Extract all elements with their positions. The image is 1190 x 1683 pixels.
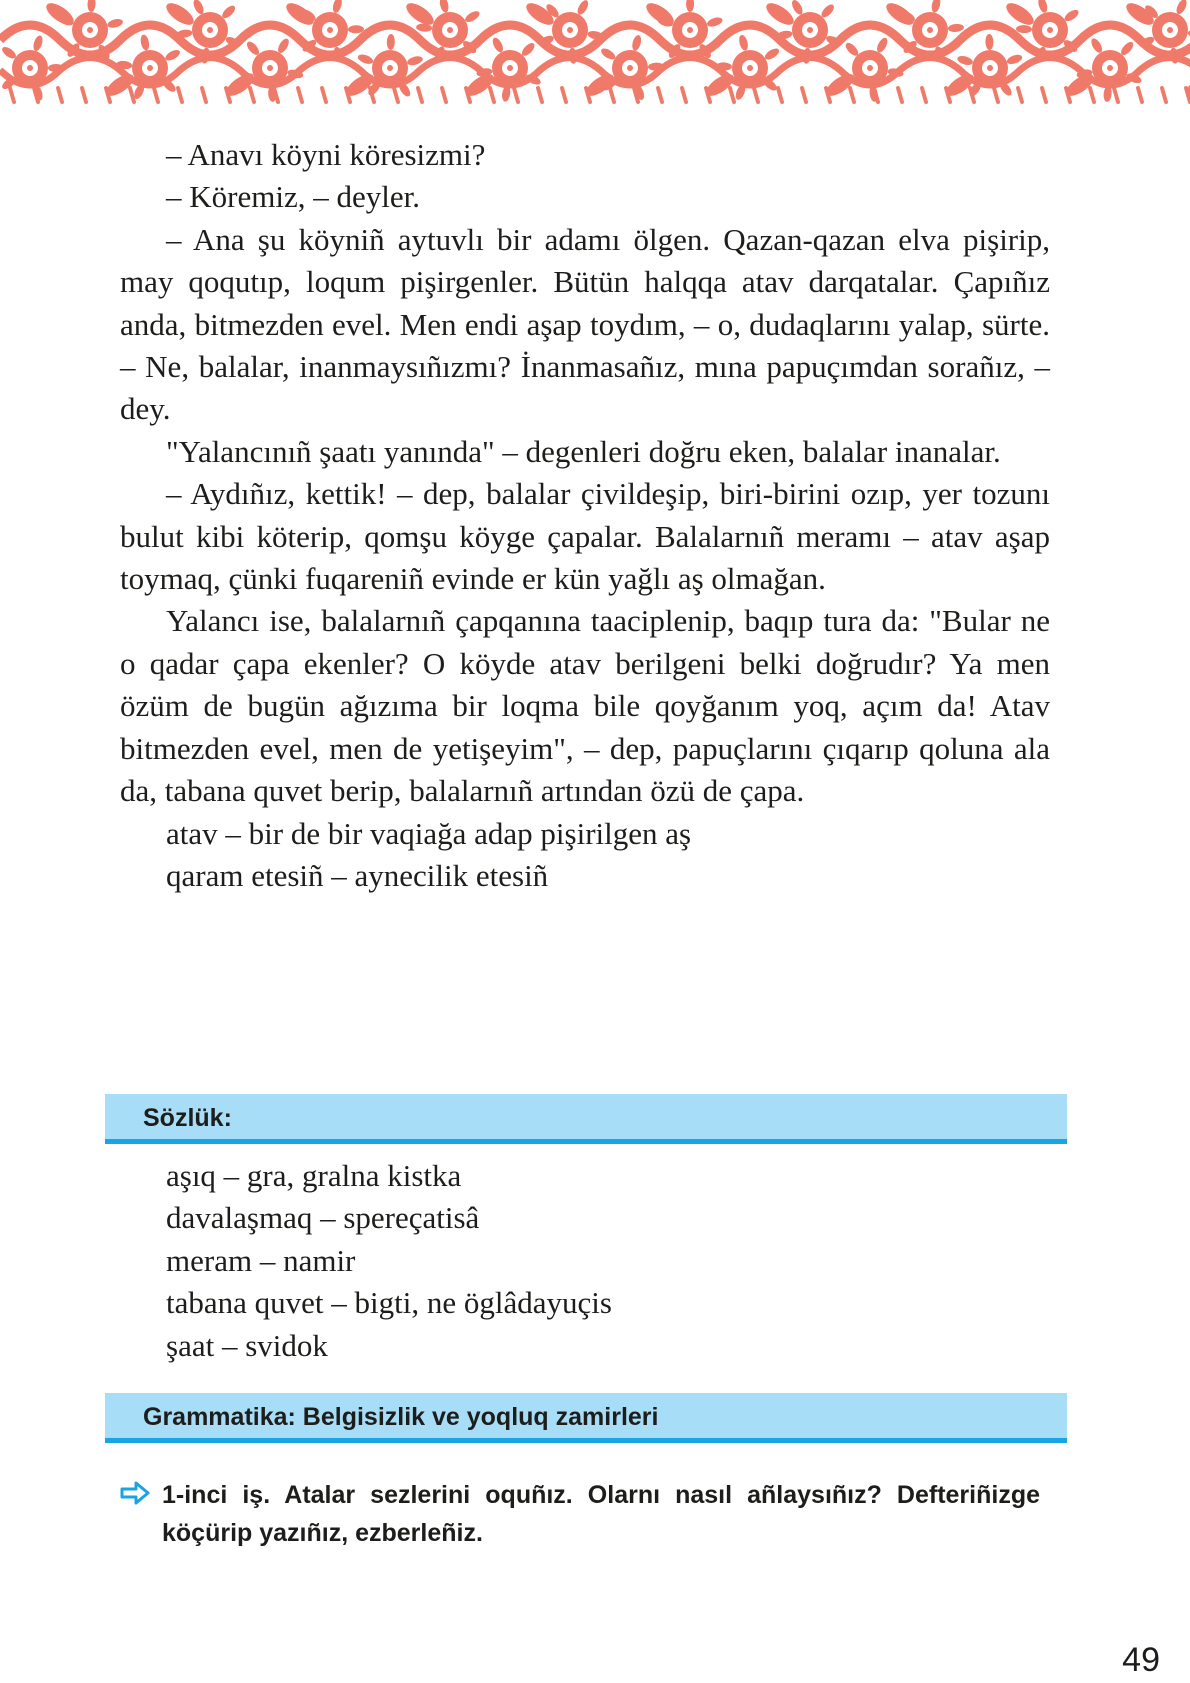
- task-1: [120, 1476, 1040, 1552]
- story-text: [120, 134, 1050, 897]
- footnote: atav – bir de bir vaqiağa adap pişirilgen aş: [166, 815, 692, 851]
- page-number: 49: [1122, 1641, 1160, 1679]
- vocabulary-item: meram – namir: [166, 1242, 356, 1278]
- task-text: 1-inci iş. Atalar sezlerini oquñız. Olarnı nasıl añlaysıñız? Defteriñizge köçürip yazıñız, ezberleñiz.: [162, 1481, 1040, 1547]
- story-paragraph: – Anavı köyni köresizmi?: [166, 137, 486, 172]
- story-paragraph: "Yalancınıñ şaatı yanında" – degenleri doğru eken, balalar inanalar.: [166, 433, 1001, 469]
- vocabulary-title: Sözlük:: [143, 1104, 232, 1132]
- footnotes: [120, 813, 1050, 898]
- floral-border: [0, 0, 1190, 110]
- story-paragraph: – Ana şu köyniñ aytuvlı bir adamı ölgen. Qazan-qazan elva pişirip, may qoqutıp, loqum pişirgenler. Bütün halqqa atav darqatalar. Çapıñız anda, bitmezden evel. Men endi aşap toydım, – o, dudaqlarını yalap, sürte. – Ne, balalar, inanmaysıñızmı? İnanmasañız, mına papuçımdan sorañız, – dey.: [120, 221, 1050, 427]
- vocabulary-header: [105, 1094, 1067, 1144]
- vocabulary-list: [120, 1155, 1096, 1367]
- footnote: qaram etesiñ – aynecilik etesiñ: [166, 857, 549, 893]
- grammar-header: [105, 1393, 1067, 1443]
- story-paragraph: Yalancı ise, balalarnıñ çapqanına taaciplenip, baqıp tura da: "Bular ne o qadar çapa ekenler? O köyde atav berilgeni belki doğrudır? Ya men özüm de bugün ağızıma bir loqma bile qoyğanım yoq, açım da! Atav bitmezden evel, men de yetişeyim", – dep, papuçlarını çıqarıp qoluna ala da, tabana quvet berip, balalarnıñ artından özü de çapa.: [120, 603, 1050, 809]
- floral-border-icon: [0, 0, 1190, 110]
- vocabulary-item: tabana quvet – bigti, ne öglâdayuçis: [166, 1285, 612, 1321]
- vocabulary-item: davalaşmaq – spereçatisâ: [166, 1200, 480, 1236]
- story-paragraph: – Köremiz, – deyler.: [166, 179, 420, 215]
- grammar-title: Grammatika: Belgisizlik ve yoqluq zamirleri: [143, 1403, 659, 1431]
- vocabulary-item: şaat – svidok: [166, 1327, 328, 1363]
- story-paragraph: – Aydıñız, kettik! – dep, balalar çivildeşip, biri-birini ozıp, yer tozunı bulut kibi köterip, qomşu köyge çapalar. Balalarnıñ meramı – atav aşap toymaq, çünki fuqareniñ evinde er kün yağlı aş olmağan.: [120, 476, 1050, 597]
- arrow-right-icon: [120, 1481, 150, 1505]
- vocabulary-item: aşıq – gra, gralna kistka: [166, 1158, 462, 1193]
